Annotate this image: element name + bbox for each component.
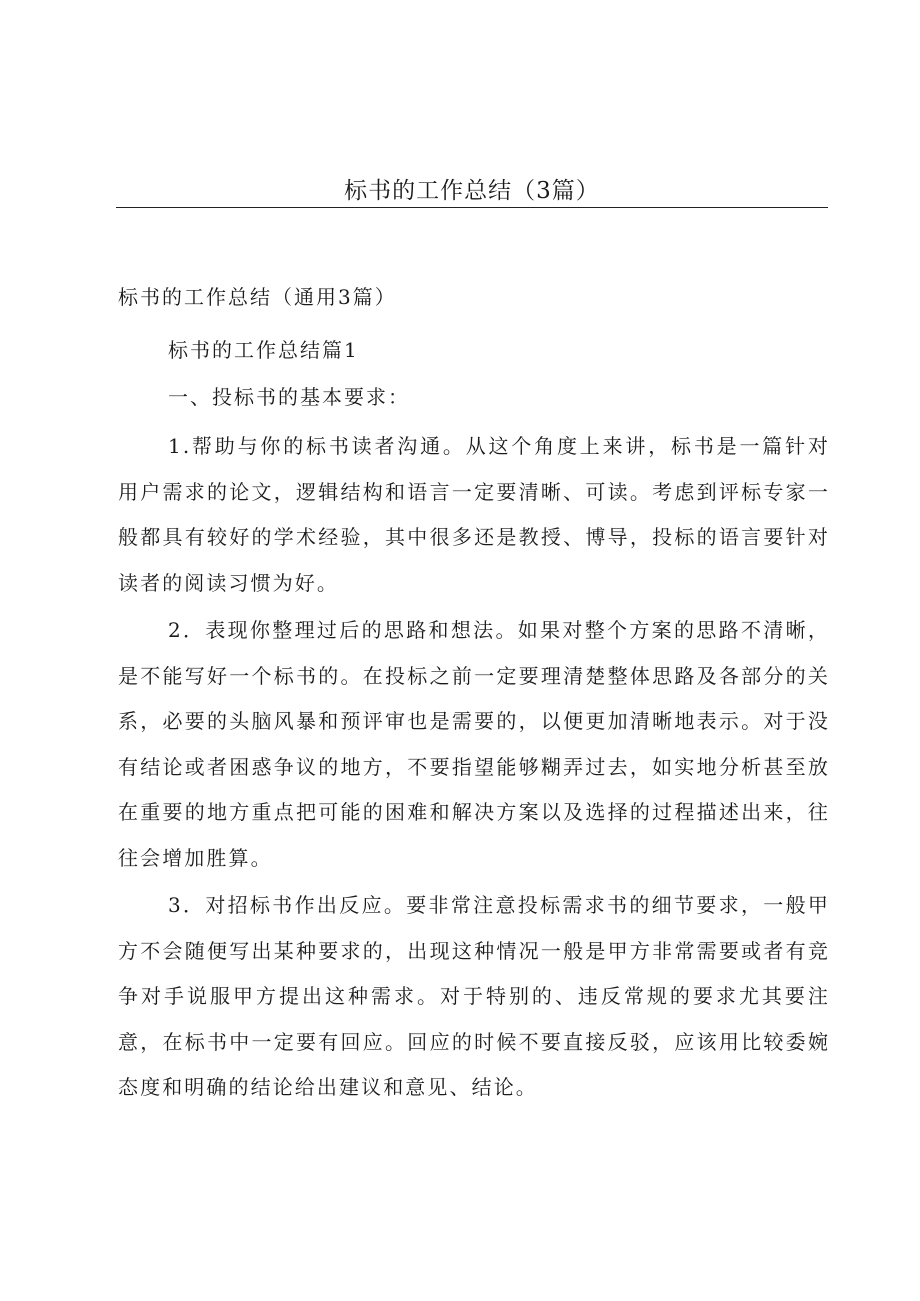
document-title: 标书的工作总结（3篇） xyxy=(344,178,600,204)
paragraph-1: 1.帮助与你的标书读者沟通。从这个角度上来讲，标书是一篇针对用户需求的论文，逻辑结构和语言一定要清晰、可读。考虑到评标专家一般都具有较好的学术经验，其中很多还是教授、博导，投标的语言要针对读者的阅读习惯为好。 xyxy=(118,434,830,595)
section-heading: 标书的工作总结篇1 xyxy=(168,338,359,362)
item-heading: 一、投标书的基本要求： xyxy=(168,385,410,409)
document-subtitle: 标书的工作总结（通用3篇） xyxy=(118,285,397,309)
paragraph-2: 2．表现你整理过后的思路和想法。如果对整个方案的思路不清晰，是不能写好一个标书的。在投标之前一定要理清楚整体思路及各部分的关系，必要的头脑风暴和预评审也是需要的，以便更加清晰地表示。对于没有结论或者困惑争议的地方，不要指望能够糊弄过去，如实地分析甚至放在重要的地方重点把可能的困难和解决方案以及选择的过程描述出来，往往会增加胜算。 xyxy=(118,618,830,870)
document-body xyxy=(118,424,830,1113)
title-underline xyxy=(116,207,828,208)
paragraph-3: 3．对招标书作出反应。要非常注意投标需求书的细节要求，一般甲方不会随便写出某种要求的，出现这种情况一般是甲方非常需要或者有竞争对手说服甲方提出这种需求。对于特别的、违反常规的要求尤其要注意，在标书中一定要有回应。回应的时候不要直接反驳，应该用比较委婉态度和明确的结论给出建议和意见、结论。 xyxy=(118,893,830,1099)
